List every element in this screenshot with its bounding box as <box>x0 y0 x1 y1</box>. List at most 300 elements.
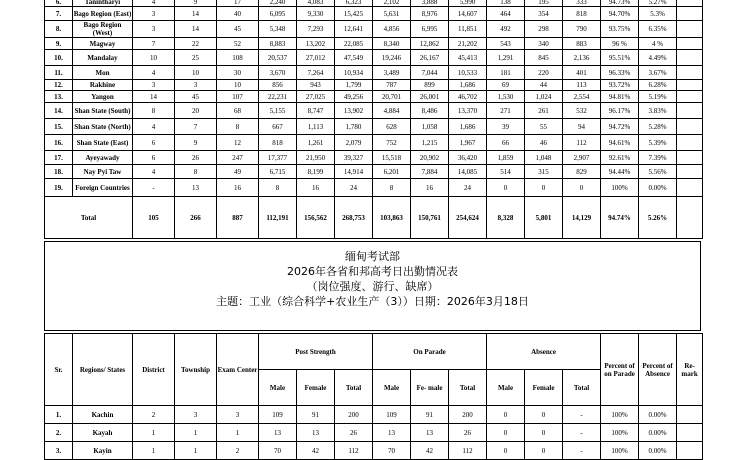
table-row <box>45 151 703 165</box>
cell-remark <box>677 66 703 80</box>
cell-township: 10 <box>175 66 217 80</box>
cell-am: 492 <box>487 21 525 38</box>
cell-district: 2 <box>133 406 175 424</box>
cell-ot: 26 <box>449 424 487 442</box>
cell-township: 45 <box>175 91 217 103</box>
header-post-female: Female <box>297 370 335 406</box>
cell-centers: 10 <box>217 80 259 91</box>
cell-af: 0 <box>525 424 563 442</box>
total-pf: 156,562 <box>297 197 335 239</box>
cell-af: 340 <box>525 38 563 50</box>
cell-am: 543 <box>487 38 525 50</box>
cell-centers: 107 <box>217 91 259 103</box>
cell-township: 25 <box>175 50 217 66</box>
cell-at: 2,136 <box>563 50 601 66</box>
cell-pf: 42 <box>297 442 335 460</box>
cell-pp: 100% <box>601 442 639 460</box>
cell-district: 7 <box>133 38 175 50</box>
cell-centers: 17 <box>217 0 259 7</box>
cell-district: 4 <box>133 66 175 80</box>
row-sr: 1. <box>45 406 73 424</box>
cell-district: 8 <box>133 103 175 119</box>
cell-pf: 13,202 <box>297 38 335 50</box>
table-row <box>45 80 703 91</box>
cell-township: 20 <box>175 103 217 119</box>
cell-pm: 5,348 <box>259 21 297 38</box>
attendance-table <box>44 333 703 460</box>
total-remark <box>677 197 703 239</box>
cell-remark <box>677 151 703 165</box>
cell-pt: 39,327 <box>335 151 373 165</box>
row-region: Ayeyawady <box>73 151 133 165</box>
cell-pm: 8 <box>259 179 297 197</box>
cell-at: 790 <box>563 21 601 38</box>
cell-pt: 26 <box>335 424 373 442</box>
cell-om: 20,701 <box>373 91 411 103</box>
cell-om: 5,631 <box>373 7 411 21</box>
header-post-strength: Post Strength <box>259 334 373 370</box>
cell-pt: 13,902 <box>335 103 373 119</box>
row-sr: 9. <box>45 38 73 50</box>
cell-remark <box>677 119 703 135</box>
cell-pp: 92.61% <box>601 151 639 165</box>
row-region: Shan State (South) <box>73 103 133 119</box>
header-percent-absence: Percent of Absence <box>639 334 677 406</box>
cell-district: 1 <box>133 424 175 442</box>
total-pa: 5.26% <box>639 197 677 239</box>
cell-centers: 52 <box>217 38 259 50</box>
total-of: 150,761 <box>411 197 449 239</box>
cell-remark <box>677 165 703 179</box>
cell-pp: 93.72% <box>601 80 639 91</box>
cell-of: 1,215 <box>411 135 449 151</box>
cell-remark <box>677 103 703 119</box>
cell-pt: 49,256 <box>335 91 373 103</box>
title-subject-date: 主题：工业（综合科学+农业生产（3））日期：2026年3月18日 <box>216 295 529 308</box>
cell-pt: 2,079 <box>335 135 373 151</box>
cell-township: 22 <box>175 38 217 50</box>
cell-pp: 100% <box>601 179 639 197</box>
cell-at: 113 <box>563 80 601 91</box>
cell-at: - <box>563 424 601 442</box>
cell-am: 0 <box>487 442 525 460</box>
table-row <box>45 119 703 135</box>
cell-af: 845 <box>525 50 563 66</box>
cell-pt: 14,914 <box>335 165 373 179</box>
cell-pp: 94.81% <box>601 91 639 103</box>
cell-pp: 94.44% <box>601 165 639 179</box>
cell-district: 6 <box>133 151 175 165</box>
cell-pm: 22,231 <box>259 91 297 103</box>
cell-pt: 200 <box>335 406 373 424</box>
total-pt: 268,753 <box>335 197 373 239</box>
cell-pp: 100% <box>601 406 639 424</box>
cell-am: 1,530 <box>487 91 525 103</box>
header-post-male: Male <box>259 370 297 406</box>
table-row <box>45 91 703 103</box>
cell-of: 26,001 <box>411 91 449 103</box>
cell-pt: 1,780 <box>335 119 373 135</box>
header-on-parade: On Parade <box>373 334 487 370</box>
cell-pm: 6,095 <box>259 7 297 21</box>
cell-pm: 667 <box>259 119 297 135</box>
row-sr: 10. <box>45 50 73 66</box>
row-region: Shan State (East) <box>73 135 133 151</box>
cell-district: 3 <box>133 80 175 91</box>
header-absence-female: Female <box>525 370 563 406</box>
row-region: Tanintharyi <box>73 0 133 7</box>
cell-centers: 16 <box>217 179 259 197</box>
cell-centers: 49 <box>217 165 259 179</box>
cell-ot: 1,686 <box>449 119 487 135</box>
cell-ot: 1,686 <box>449 80 487 91</box>
cell-pa: 5.27% <box>639 0 677 7</box>
cell-pt: 12,641 <box>335 21 373 38</box>
cell-ot: 36,420 <box>449 151 487 165</box>
total-am: 8,328 <box>487 197 525 239</box>
cell-pp: 94.72% <box>601 119 639 135</box>
cell-of: 899 <box>411 80 449 91</box>
cell-ot: 5,990 <box>449 0 487 7</box>
header-parade-female: Fe- male <box>411 370 449 406</box>
cell-remark <box>677 135 703 151</box>
cell-township: 9 <box>175 0 217 7</box>
cell-at: 2,907 <box>563 151 601 165</box>
cell-pf: 16 <box>297 179 335 197</box>
cell-district: 14 <box>133 91 175 103</box>
header-district: District <box>133 334 175 406</box>
cell-om: 752 <box>373 135 411 151</box>
row-region: Yangon <box>73 91 133 103</box>
row-region: Rakhine <box>73 80 133 91</box>
cell-ot: 10,533 <box>449 66 487 80</box>
cell-township: 3 <box>175 406 217 424</box>
cell-district: 3 <box>133 7 175 21</box>
row-sr: 19. <box>45 179 73 197</box>
cell-of: 7,044 <box>411 66 449 80</box>
cell-remark <box>677 179 703 197</box>
cell-of: 1,058 <box>411 119 449 135</box>
cell-centers: 40 <box>217 7 259 21</box>
header-region: Regions/ States <box>73 334 133 406</box>
cell-af: 0 <box>525 406 563 424</box>
cell-pt: 22,085 <box>335 38 373 50</box>
row-region: Shan State (North) <box>73 119 133 135</box>
cell-am: 514 <box>487 165 525 179</box>
row-sr: 11. <box>45 66 73 80</box>
header-absence: Absence <box>487 334 601 370</box>
row-sr: 17. <box>45 151 73 165</box>
cell-at: 94 <box>563 119 601 135</box>
cell-centers: 2 <box>217 442 259 460</box>
table-row <box>45 66 703 80</box>
cell-ot: 24 <box>449 179 487 197</box>
cell-af: 261 <box>525 103 563 119</box>
cell-remark <box>677 50 703 66</box>
row-sr: 15. <box>45 119 73 135</box>
title-report-name: 2026年各省和邦高考日出勤情况表 <box>287 265 458 278</box>
table-row <box>45 103 703 119</box>
cell-am: 39 <box>487 119 525 135</box>
cell-at: 112 <box>563 135 601 151</box>
cell-remark <box>677 424 703 442</box>
total-om: 103,863 <box>373 197 411 239</box>
title-department: 缅甸考试部 <box>345 250 400 263</box>
cell-pf: 4,083 <box>297 0 335 7</box>
cell-of: 8,486 <box>411 103 449 119</box>
cell-township: 7 <box>175 119 217 135</box>
cell-pp: 95.51% <box>601 50 639 66</box>
cell-pa: 0.00% <box>639 179 677 197</box>
cell-pa: 4.49% <box>639 50 677 66</box>
table-row <box>45 442 703 460</box>
row-sr: 2. <box>45 424 73 442</box>
cell-pf: 27,025 <box>297 91 335 103</box>
header-township: Township <box>175 334 217 406</box>
header-absence-male: Male <box>487 370 525 406</box>
cell-pa: 7.39% <box>639 151 677 165</box>
cell-af: 220 <box>525 66 563 80</box>
cell-af: 44 <box>525 80 563 91</box>
cell-at: 0 <box>563 179 601 197</box>
cell-remark <box>677 442 703 460</box>
cell-pm: 8,883 <box>259 38 297 50</box>
cell-township: 1 <box>175 424 217 442</box>
cell-pt: 15,425 <box>335 7 373 21</box>
cell-remark <box>677 406 703 424</box>
cell-ot: 14,085 <box>449 165 487 179</box>
table-row <box>45 179 703 197</box>
cell-at: 829 <box>563 165 601 179</box>
cell-at: 883 <box>563 38 601 50</box>
cell-pf: 1,113 <box>297 119 335 135</box>
table-row <box>45 50 703 66</box>
cell-pm: 109 <box>259 406 297 424</box>
cell-remark <box>677 80 703 91</box>
cell-pm: 6,715 <box>259 165 297 179</box>
cell-om: 109 <box>373 406 411 424</box>
row-sr: 3. <box>45 442 73 460</box>
cell-am: 66 <box>487 135 525 151</box>
cell-centers: 8 <box>217 119 259 135</box>
cell-pp: 94.70% <box>601 7 639 21</box>
row-sr: 8. <box>45 21 73 38</box>
row-region: Bago Region (West) <box>73 21 133 38</box>
cell-ot: 21,202 <box>449 38 487 50</box>
cell-of: 26,167 <box>411 50 449 66</box>
cell-am: 0 <box>487 179 525 197</box>
cell-ot: 46,702 <box>449 91 487 103</box>
cell-centers: 1 <box>217 424 259 442</box>
cell-of: 20,902 <box>411 151 449 165</box>
cell-om: 4,856 <box>373 21 411 38</box>
row-region: Mon <box>73 66 133 80</box>
cell-pm: 856 <box>259 80 297 91</box>
cell-of: 7,884 <box>411 165 449 179</box>
cell-om: 4,884 <box>373 103 411 119</box>
cell-pa: 6.35% <box>639 21 677 38</box>
cell-om: 3,489 <box>373 66 411 80</box>
cell-pm: 20,537 <box>259 50 297 66</box>
cell-centers: 45 <box>217 21 259 38</box>
cell-pp: 96 % <box>601 38 639 50</box>
cell-pa: 5.39% <box>639 135 677 151</box>
cell-ot: 45,413 <box>449 50 487 66</box>
cell-pp: 94.73% <box>601 0 639 7</box>
total-ot: 254,624 <box>449 197 487 239</box>
cell-af: 195 <box>525 0 563 7</box>
cell-am: 181 <box>487 66 525 80</box>
row-region: Magway <box>73 38 133 50</box>
cell-ot: 14,607 <box>449 7 487 21</box>
cell-pp: 96.33% <box>601 66 639 80</box>
cell-pf: 91 <box>297 406 335 424</box>
cell-of: 13 <box>411 424 449 442</box>
cell-pf: 13 <box>297 424 335 442</box>
header-parade-total: Total <box>449 370 487 406</box>
cell-district: - <box>133 179 175 197</box>
cell-am: 1,859 <box>487 151 525 165</box>
cell-at: 401 <box>563 66 601 80</box>
cell-ot: 13,370 <box>449 103 487 119</box>
cell-pf: 943 <box>297 80 335 91</box>
cell-township: 8 <box>175 165 217 179</box>
cell-pf: 7,264 <box>297 66 335 80</box>
row-sr: 14. <box>45 103 73 119</box>
cell-om: 787 <box>373 80 411 91</box>
cell-of: 16 <box>411 179 449 197</box>
cell-centers: 3 <box>217 406 259 424</box>
cell-pp: 94.61% <box>601 135 639 151</box>
cell-am: 464 <box>487 7 525 21</box>
table-row <box>45 135 703 151</box>
total-township: 266 <box>175 197 217 239</box>
header-parade-male: Male <box>373 370 411 406</box>
cell-pp: 96.17% <box>601 103 639 119</box>
cell-om: 628 <box>373 119 411 135</box>
header-exam-center: Exam Center <box>217 334 259 406</box>
cell-ot: 112 <box>449 442 487 460</box>
cell-district: 4 <box>133 119 175 135</box>
cell-am: 0 <box>487 424 525 442</box>
cell-pa: 3.67% <box>639 66 677 80</box>
cell-ot: 1,967 <box>449 135 487 151</box>
cell-pt: 6,323 <box>335 0 373 7</box>
row-region: Nay Pyi Taw <box>73 165 133 179</box>
cell-om: 70 <box>373 442 411 460</box>
total-pm: 112,191 <box>259 197 297 239</box>
row-region: Kachin <box>73 406 133 424</box>
cell-pm: 70 <box>259 442 297 460</box>
cell-om: 6,201 <box>373 165 411 179</box>
table-row <box>45 406 703 424</box>
report-title-block <box>44 241 701 331</box>
cell-af: 46 <box>525 135 563 151</box>
row-sr: 12. <box>45 80 73 91</box>
cell-af: 1,024 <box>525 91 563 103</box>
cell-ot: 200 <box>449 406 487 424</box>
cell-om: 2,102 <box>373 0 411 7</box>
row-sr: 18. <box>45 165 73 179</box>
cell-pt: 112 <box>335 442 373 460</box>
cell-district: 6 <box>133 135 175 151</box>
cell-of: 91 <box>411 406 449 424</box>
cell-af: 55 <box>525 119 563 135</box>
cell-pf: 7,293 <box>297 21 335 38</box>
cell-pf: 9,330 <box>297 7 335 21</box>
cell-at: 333 <box>563 0 601 7</box>
cell-township: 9 <box>175 135 217 151</box>
cell-at: 532 <box>563 103 601 119</box>
header-sr: Sr. <box>45 334 73 406</box>
cell-ot: 11,851 <box>449 21 487 38</box>
cell-pa: 0.00% <box>639 442 677 460</box>
cell-pa: 5.56% <box>639 165 677 179</box>
total-row <box>45 197 703 239</box>
cell-of: 3,888 <box>411 0 449 7</box>
cell-township: 1 <box>175 442 217 460</box>
cell-pa: 0.00% <box>639 424 677 442</box>
cell-am: 138 <box>487 0 525 7</box>
total-district: 105 <box>133 197 175 239</box>
cell-am: 69 <box>487 80 525 91</box>
cell-district: 1 <box>133 442 175 460</box>
cell-remark <box>677 38 703 50</box>
row-sr: 7. <box>45 7 73 21</box>
cell-pt: 1,799 <box>335 80 373 91</box>
cell-pf: 21,950 <box>297 151 335 165</box>
cell-om: 15,518 <box>373 151 411 165</box>
cell-centers: 12 <box>217 135 259 151</box>
cell-pf: 27,012 <box>297 50 335 66</box>
cell-pa: 6.28% <box>639 80 677 91</box>
cell-district: 10 <box>133 50 175 66</box>
cell-pm: 5,155 <box>259 103 297 119</box>
cell-of: 42 <box>411 442 449 460</box>
total-af: 5,801 <box>525 197 563 239</box>
cell-pa: 5.3% <box>639 7 677 21</box>
cell-centers: 68 <box>217 103 259 119</box>
cell-district: 3 <box>133 21 175 38</box>
cell-pa: 5.28% <box>639 119 677 135</box>
cell-district: 4 <box>133 0 175 7</box>
total-label: Total <box>45 197 133 239</box>
cell-at: 2,554 <box>563 91 601 103</box>
attendance-table-previous <box>44 0 703 239</box>
row-sr: 13. <box>45 91 73 103</box>
cell-om: 19,246 <box>373 50 411 66</box>
cell-of: 6,995 <box>411 21 449 38</box>
cell-pa: 0.00% <box>639 406 677 424</box>
cell-pf: 8,199 <box>297 165 335 179</box>
cell-township: 26 <box>175 151 217 165</box>
header-absence-total: Total <box>563 370 601 406</box>
cell-am: 271 <box>487 103 525 119</box>
cell-township: 14 <box>175 7 217 21</box>
cell-pa: 3.83% <box>639 103 677 119</box>
row-region: Mandalay <box>73 50 133 66</box>
cell-pm: 818 <box>259 135 297 151</box>
cell-remark <box>677 21 703 38</box>
row-region: Kayah <box>73 424 133 442</box>
cell-om: 8,340 <box>373 38 411 50</box>
cell-of: 8,976 <box>411 7 449 21</box>
cell-om: 13 <box>373 424 411 442</box>
cell-centers: 247 <box>217 151 259 165</box>
cell-pm: 3,670 <box>259 66 297 80</box>
cell-pt: 47,549 <box>335 50 373 66</box>
cell-pa: 4 % <box>639 38 677 50</box>
